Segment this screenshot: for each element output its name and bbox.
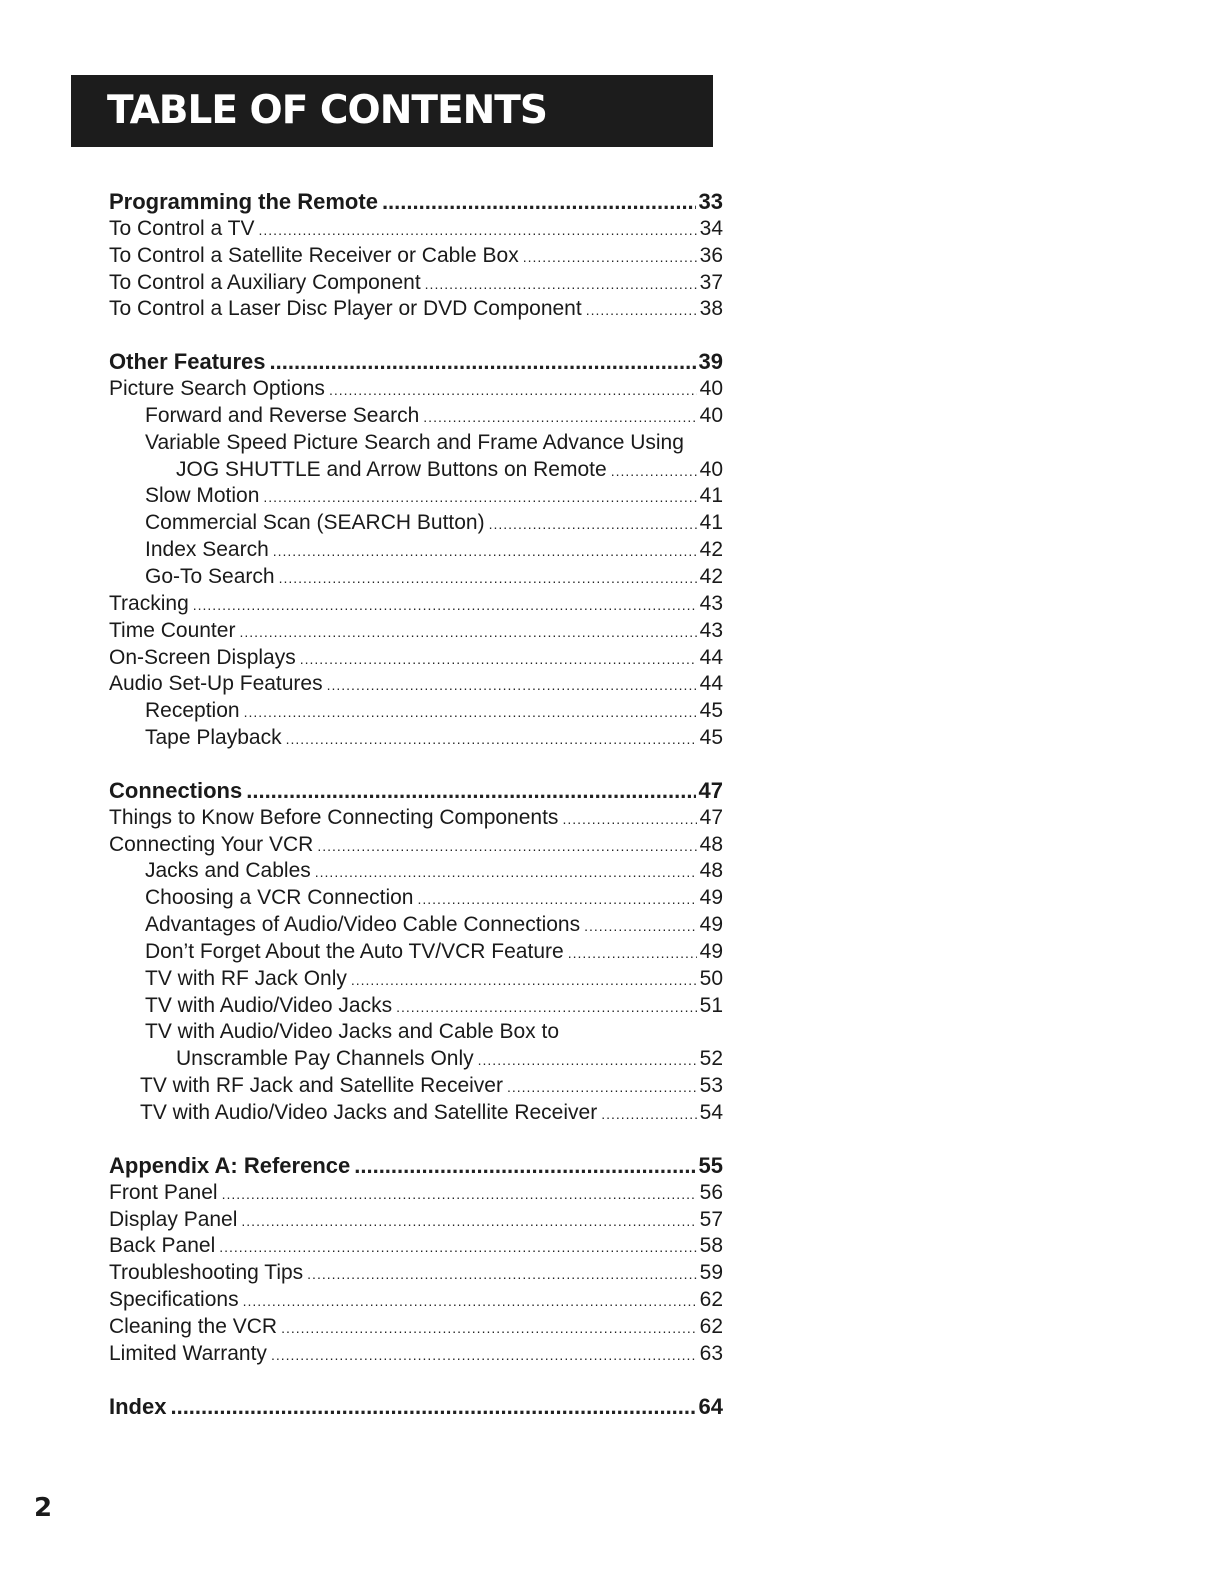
toc-entry[interactable] <box>109 671 723 698</box>
toc-section <box>109 1153 723 1368</box>
dot-leader <box>270 349 696 375</box>
dot-leader <box>170 1394 695 1420</box>
toc-entry-page-number: 49 <box>699 886 723 910</box>
toc-entry-page-number: 45 <box>699 699 723 723</box>
toc-entry-page-number: 59 <box>699 1261 723 1285</box>
dot-leader <box>611 457 697 483</box>
toc-entry-label: Unscramble Pay Channels Only <box>176 1047 474 1071</box>
dot-leader <box>307 1260 696 1286</box>
toc-entry-label: Index Search <box>145 538 269 562</box>
dot-leader <box>601 1100 696 1126</box>
dot-leader <box>279 564 697 590</box>
dot-leader <box>317 832 696 858</box>
dot-leader <box>351 966 697 992</box>
toc-entry[interactable] <box>109 1100 723 1127</box>
toc-entry-label: Back Panel <box>109 1234 216 1258</box>
toc-entry-label: Index <box>109 1393 167 1419</box>
toc-entry[interactable] <box>109 296 723 323</box>
toc-entry-label: Appendix A: Reference <box>109 1152 351 1178</box>
toc-entry-page-number: 49 <box>699 913 723 937</box>
toc-entry-page-number: 43 <box>699 591 723 615</box>
dot-leader <box>243 1287 697 1313</box>
toc-entry-label: Commercial Scan (SEARCH Button) <box>145 511 485 535</box>
toc-section-heading[interactable] <box>109 1153 723 1180</box>
dot-leader <box>193 591 697 617</box>
toc-entry-page-number: 64 <box>698 1393 723 1419</box>
toc-entry-page-number: 57 <box>699 1207 723 1231</box>
dot-leader <box>259 216 697 242</box>
dot-leader <box>354 1153 695 1179</box>
dot-leader <box>568 939 697 965</box>
toc-entry-page-number: 38 <box>699 297 723 321</box>
toc-entry-page-number: 62 <box>699 1288 723 1312</box>
toc-entry-label: Forward and Reverse Search <box>145 403 420 427</box>
dot-leader <box>281 1314 697 1340</box>
toc-entry-page-number: 47 <box>699 805 723 829</box>
toc-entry-label: Audio Set-Up Features <box>109 672 323 696</box>
toc-entry-label: Display Panel <box>109 1207 238 1231</box>
dot-leader <box>315 858 697 884</box>
toc-entry-label: To Control a Laser Disc Player or DVD Component <box>109 297 582 321</box>
toc-entry-page-number: 58 <box>699 1234 723 1258</box>
toc-entry[interactable] <box>109 1233 723 1260</box>
toc-entry-page-number: 41 <box>699 511 723 535</box>
toc-section-heading[interactable] <box>109 189 723 216</box>
toc-entry-page-number: 54 <box>699 1101 723 1124</box>
toc-entry-page-number: 48 <box>699 832 723 856</box>
toc-entry-label: TV with Audio/Video Jacks <box>145 993 393 1017</box>
table-of-contents <box>109 189 723 1446</box>
toc-entry[interactable] <box>109 698 723 725</box>
toc-entry-label: Tracking <box>109 591 189 615</box>
dot-leader <box>300 645 697 671</box>
toc-entry-label: Picture Search Options <box>109 377 325 401</box>
toc-entry-page-number: 48 <box>699 859 723 883</box>
toc-entry[interactable] <box>109 1287 723 1314</box>
toc-entry[interactable] <box>109 216 723 243</box>
toc-entry[interactable] <box>109 939 723 966</box>
toc-entry-label: TV with Audio/Video Jacks and Cable Box to <box>145 1020 560 1044</box>
toc-entry-page-number: 55 <box>698 1152 723 1178</box>
dot-leader <box>286 725 697 751</box>
toc-entry-label: Reception <box>145 699 240 723</box>
toc-entry-page-number: 36 <box>699 243 723 267</box>
dot-leader <box>263 483 696 509</box>
dot-leader <box>423 403 696 429</box>
toc-entry[interactable] <box>109 457 723 484</box>
toc-entry[interactable] <box>109 537 723 564</box>
page-number: 2 <box>34 1493 53 1523</box>
toc-entry-label: On-Screen Displays <box>109 645 296 669</box>
toc-entry[interactable] <box>109 645 723 672</box>
toc-entry-label: Choosing a VCR Connection <box>145 886 414 910</box>
dot-leader <box>586 296 697 322</box>
dot-leader <box>329 376 697 402</box>
toc-entry-page-number: 52 <box>699 1047 723 1071</box>
dot-leader <box>478 1046 697 1072</box>
toc-entry[interactable] <box>109 912 723 939</box>
toc-entry-page-number: 40 <box>699 457 723 481</box>
dot-leader <box>273 537 697 563</box>
toc-entry-page-number: 62 <box>699 1314 723 1338</box>
dot-leader <box>382 189 696 215</box>
dot-leader <box>418 885 697 911</box>
toc-entry-label: Time Counter <box>109 618 236 642</box>
toc-entry-page-number: 41 <box>699 484 723 508</box>
dot-leader <box>507 1073 697 1099</box>
toc-entry-page-number: 44 <box>699 672 723 696</box>
toc-entry[interactable] <box>109 1073 723 1100</box>
toc-entry-label: Advantages of Audio/Video Cable Connections <box>145 913 581 937</box>
dot-leader <box>396 993 697 1019</box>
toc-entry-label: Slow Motion <box>145 484 260 508</box>
toc-entry[interactable] <box>109 993 723 1020</box>
dot-leader <box>562 805 696 831</box>
dot-leader <box>244 698 697 724</box>
toc-entry[interactable] <box>109 1314 723 1341</box>
toc-entry[interactable] <box>109 591 723 618</box>
toc-entry-page-number: 40 <box>699 377 723 401</box>
dot-leader <box>523 243 697 269</box>
toc-entry[interactable] <box>109 403 723 430</box>
toc-entry-page-number: 37 <box>699 270 723 294</box>
dot-leader <box>425 270 697 296</box>
title-banner <box>71 75 713 147</box>
toc-entry-page-number: 34 <box>699 216 723 240</box>
toc-section-heading[interactable] <box>109 1394 723 1421</box>
toc-entry-page-number: 51 <box>699 993 723 1017</box>
toc-section-heading[interactable] <box>109 349 723 376</box>
toc-entry-page-number: 44 <box>699 645 723 669</box>
page-title: TABLE OF CONTENTS <box>107 88 547 133</box>
dot-leader <box>584 912 697 938</box>
toc-entry-label: Front Panel <box>109 1180 218 1204</box>
toc-entry-label: To Control a Satellite Receiver or Cable Box <box>109 243 519 267</box>
toc-entry[interactable] <box>109 805 723 832</box>
toc-entry-page-number: 49 <box>699 939 723 963</box>
toc-entry-label: Limited Warranty <box>109 1341 267 1365</box>
toc-entry[interactable] <box>109 1180 723 1207</box>
toc-entry[interactable] <box>109 832 723 859</box>
toc-entry-label: Tape Playback <box>145 726 282 750</box>
toc-entry-label: Other Features <box>109 349 266 375</box>
toc-entry-label: Programming the Remote <box>109 189 378 214</box>
dot-leader <box>327 671 697 697</box>
toc-entry-label: Troubleshooting Tips <box>109 1261 304 1285</box>
toc-entry-page-number: 40 <box>699 403 723 427</box>
toc-entry-label: Things to Know Before Connecting Components <box>109 805 559 829</box>
toc-entry[interactable] <box>109 564 723 591</box>
toc-section-heading[interactable] <box>109 778 723 805</box>
toc-entry[interactable] <box>109 270 723 297</box>
toc-entry[interactable] <box>109 483 723 510</box>
dot-leader <box>271 1341 697 1367</box>
toc-entry-label: To Control a TV <box>109 216 255 240</box>
toc-entry[interactable] <box>109 430 723 457</box>
toc-entry-label: Connecting Your VCR <box>109 832 314 856</box>
toc-entry[interactable] <box>109 243 723 270</box>
toc-entry-label: Specifications <box>109 1288 239 1312</box>
toc-entry-page-number: 33 <box>698 189 723 214</box>
toc-entry[interactable] <box>109 858 723 885</box>
toc-section <box>109 189 723 323</box>
dot-leader <box>246 778 695 804</box>
toc-entry-label: TV with RF Jack Only <box>145 966 347 990</box>
toc-entry-page-number: 63 <box>699 1341 723 1365</box>
toc-entry-page-number: 42 <box>699 564 723 588</box>
toc-entry[interactable] <box>109 510 723 537</box>
toc-entry-label: Variable Speed Picture Search and Frame Advance Using <box>145 430 684 454</box>
toc-entry-label: Jacks and Cables <box>145 859 311 883</box>
toc-entry-label: Go-To Search <box>145 564 275 588</box>
toc-section <box>109 778 723 1127</box>
toc-entry[interactable] <box>109 885 723 912</box>
toc-entry[interactable] <box>109 1341 723 1368</box>
dot-leader <box>219 1233 696 1259</box>
toc-section <box>109 349 723 752</box>
toc-entry-page-number: 39 <box>698 349 723 375</box>
toc-entry-page-number: 42 <box>699 538 723 562</box>
toc-entry-label: TV with Audio/Video Jacks and Satellite Receiver <box>140 1101 598 1124</box>
toc-entry-page-number: 45 <box>699 726 723 750</box>
toc-entry[interactable] <box>109 725 723 752</box>
toc-entry[interactable] <box>109 1019 723 1046</box>
toc-entry-label: TV with RF Jack and Satellite Receiver <box>140 1074 503 1098</box>
toc-entry-page-number: 47 <box>698 777 723 803</box>
toc-entry[interactable] <box>109 376 723 403</box>
toc-entry[interactable] <box>109 1046 723 1073</box>
toc-entry-label: Connections <box>109 777 243 803</box>
dot-leader <box>239 618 696 644</box>
toc-entry-label: Don’t Forget About the Auto TV/VCR Feature <box>145 939 564 963</box>
toc-entry-page-number: 50 <box>699 966 723 990</box>
toc-entry[interactable] <box>109 1207 723 1234</box>
toc-entry-label: JOG SHUTTLE and Arrow Buttons on Remote <box>176 457 607 481</box>
toc-entry[interactable] <box>109 1260 723 1287</box>
toc-entry[interactable] <box>109 966 723 993</box>
toc-entry-label: To Control a Auxiliary Component <box>109 270 421 294</box>
toc-entry-label: Cleaning the VCR <box>109 1314 278 1338</box>
toc-entry-page-number: 43 <box>699 618 723 642</box>
dot-leader <box>222 1180 697 1206</box>
toc-entry-page-number: 56 <box>699 1180 723 1204</box>
toc-entry[interactable] <box>109 618 723 645</box>
dot-leader <box>241 1207 696 1233</box>
toc-section <box>109 1394 723 1421</box>
dot-leader <box>489 510 697 536</box>
toc-entry-page-number: 53 <box>699 1074 723 1098</box>
